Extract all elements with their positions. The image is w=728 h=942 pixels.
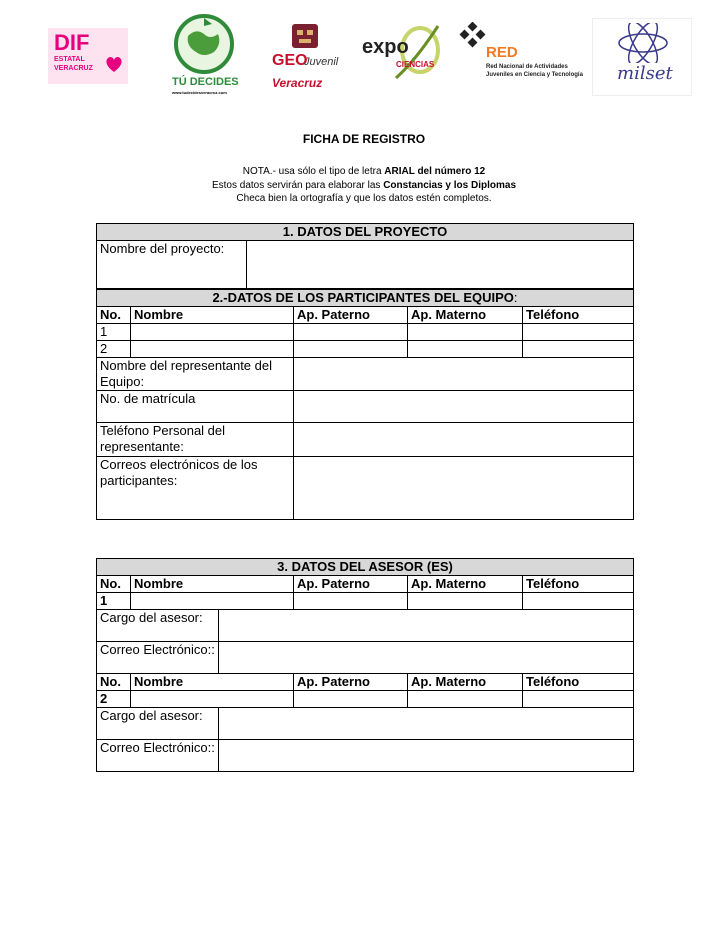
geo-text: GEO [272,52,308,69]
advisor-number: 1 [97,593,131,610]
participant-phone-field[interactable] [523,341,634,358]
milset-logo [592,18,692,96]
column-header-no: No. [97,307,131,324]
section-2-header-colon: : [513,290,518,305]
diamond-pattern-icon [458,22,488,52]
column-header-maternal: Ap. Materno [408,674,523,691]
column-header-phone: Teléfono [523,576,634,593]
representative-name-field[interactable] [294,358,634,391]
column-header-phone: Teléfono [523,307,634,324]
column-header-paternal: Ap. Paterno [294,674,408,691]
table-row [97,341,634,358]
participant-paternal-field[interactable] [294,324,408,341]
note-line-1-text: NOTA.- usa sólo el tipo de letra [242,166,385,177]
advisor-name-field[interactable] [131,593,294,610]
advisor-number: 2 [97,691,131,708]
representative-phone-field[interactable] [294,423,634,457]
row-number: 2 [97,341,131,358]
dif-logo-text: DIF [54,30,90,55]
globe-icon [174,14,234,74]
expociencias-logo [362,20,452,100]
matricula-field[interactable] [294,391,634,423]
milset-text: milset [617,63,673,84]
note-line-1 [0,166,728,178]
advisor-maternal-field[interactable] [408,593,523,610]
participant-paternal-field[interactable] [294,341,408,358]
section-2-header [97,290,634,307]
table-row [97,691,634,708]
tu-decides-text: TÚ DECIDES [172,76,239,88]
column-header-maternal: Ap. Materno [408,576,523,593]
advisor-email-label: Correo Electrónico:: [97,740,219,772]
note-line-2 [0,180,728,192]
advisor-paternal-field[interactable] [294,691,408,708]
note-line-1-bold: ARIAL del número 12 [384,166,486,177]
note-line-2-bold: Constancias y los Diplomas [383,180,517,191]
ciencias-text: CIENCIAS [396,60,435,69]
column-header-name: Nombre [131,674,294,691]
tu-decides-logo [168,14,240,100]
table-row [97,593,634,610]
section-2-header-text: 2.-DATOS DE LOS PARTICIPANTES DEL EQUIPO [212,290,514,305]
advisor-email-field[interactable] [219,740,634,772]
heart-icon [104,54,124,74]
project-name-label: Nombre del proyecto: [97,241,247,289]
column-header-paternal: Ap. Paterno [294,307,408,324]
advisor-position-field[interactable] [219,610,634,642]
advisor-name-field[interactable] [131,691,294,708]
advisor-phone-field[interactable] [523,593,634,610]
participant-name-field[interactable] [131,324,294,341]
participants-table [96,289,634,520]
red-text: RED [486,44,518,61]
dif-logo [48,28,128,84]
advisor-position-field[interactable] [219,708,634,740]
column-header-name: Nombre [131,576,294,593]
participant-name-field[interactable] [131,341,294,358]
advisor-position-label: Cargo del asesor: [97,708,219,740]
column-header-no: No. [97,576,131,593]
dif-logo-sub2: VERACRUZ [54,65,93,72]
advisor-paternal-field[interactable] [294,593,408,610]
tu-decides-url: www.tudecidesveracruz.com [172,90,227,95]
logo-bar [40,12,690,102]
advisor-position-label: Cargo del asesor: [97,610,219,642]
project-name-field[interactable] [247,241,634,289]
project-data-table [96,223,634,289]
page-title: FICHA DE REGISTRO [302,132,426,146]
row-number: 1 [97,324,131,341]
red-logo [458,22,584,92]
participant-maternal-field[interactable] [408,341,523,358]
juvenil-text: Juvenil [304,56,339,68]
column-header-phone: Teléfono [523,674,634,691]
column-header-paternal: Ap. Paterno [294,576,408,593]
section-1-header: 1. DATOS DEL PROYECTO [97,224,634,241]
participants-emails-field[interactable] [294,457,634,520]
participant-maternal-field[interactable] [408,324,523,341]
representative-name-label: Nombre del representante del Equipo: [97,358,294,391]
red-line2: Juveniles en Ciencia y Tecnología [486,72,583,78]
veracruz-text: Veracruz [272,76,323,90]
column-header-maternal: Ap. Materno [408,307,523,324]
advisor-phone-field[interactable] [523,691,634,708]
mask-icon [290,22,320,50]
dif-logo-sub1: ESTATAL [54,56,85,63]
advisors-table [96,558,634,772]
note-line-3: Checa bien la ortografía y que los datos estén completos. [236,193,492,204]
advisor-maternal-field[interactable] [408,691,523,708]
red-line1: Red Nacional de Actividades [486,64,568,70]
column-header-name: Nombre [131,307,294,324]
representative-phone-label: Teléfono Personal del representante: [97,423,294,457]
column-header-no: No. [97,674,131,691]
participant-phone-field[interactable] [523,324,634,341]
geo-juvenil-logo [268,22,344,98]
atom-icon [613,23,673,63]
note-line-2-text: Estos datos servirán para elaborar las [211,180,384,191]
section-3-header: 3. DATOS DEL ASESOR (ES) [97,559,634,576]
expo-text: expo [362,36,409,58]
advisor-email-field[interactable] [219,642,634,674]
matricula-label: No. de matrícula [97,391,294,423]
table-row [97,324,634,341]
advisor-email-label: Correo Electrónico:: [97,642,219,674]
participants-emails-label: Correos electrónicos de los participantes: [97,457,294,520]
